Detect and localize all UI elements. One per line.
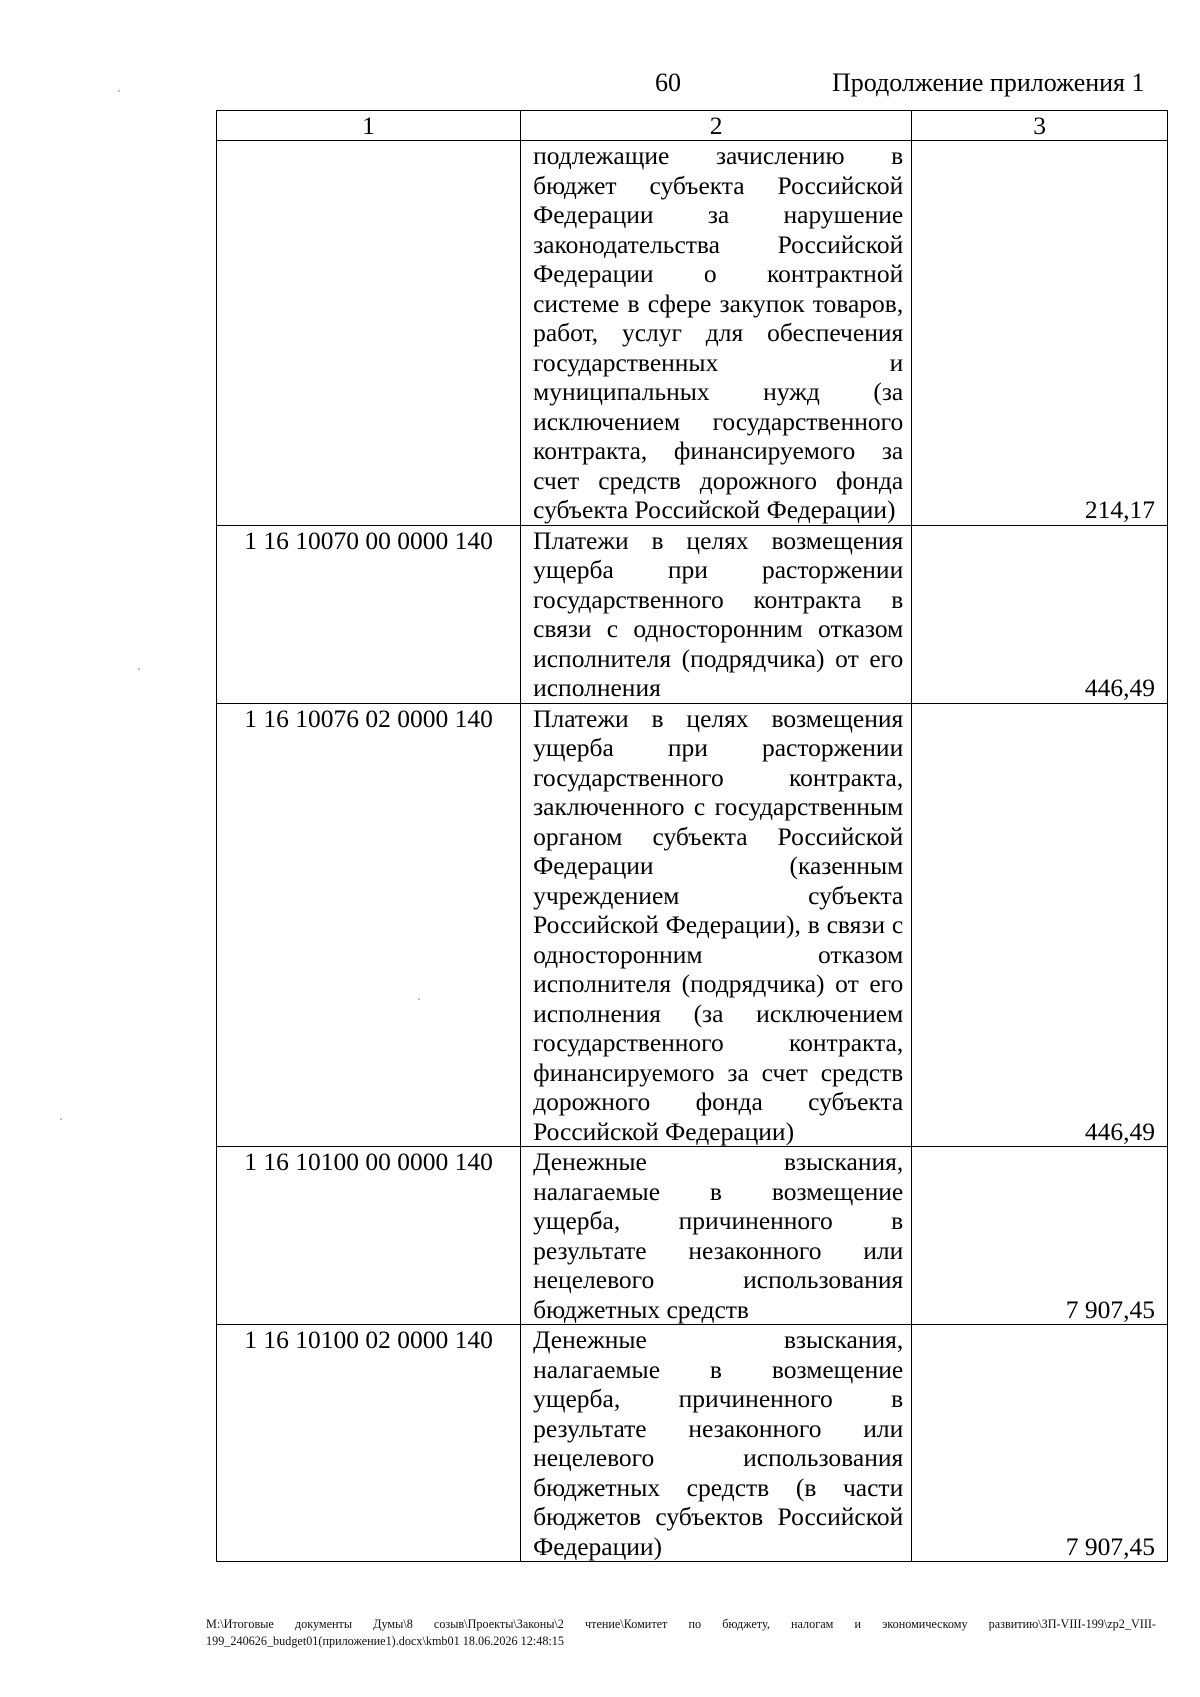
scan-speck — [60, 1118, 62, 1120]
revenue-name-line: исполнения (за исключением — [533, 998, 904, 1028]
revenue-name-line: Платежи в целях возмещения — [533, 703, 904, 733]
scan-speck — [138, 668, 140, 670]
revenue-name-cell — [521, 1147, 912, 1325]
revenue-name-line: нецелевого использования — [533, 1443, 904, 1472]
revenue-name-line: бюджетных средств — [533, 1294, 749, 1324]
revenue-name-line: государственных и — [533, 347, 904, 377]
table-row — [217, 1147, 1168, 1325]
revenue-name-line: дорожного фонда субъекта — [533, 1087, 904, 1116]
revenue-name-line: Федерации) — [533, 1531, 663, 1561]
revenue-name-line: государственного контракта в — [533, 584, 904, 614]
table-row — [217, 1325, 1168, 1562]
revenue-name-cell — [521, 141, 912, 526]
amount-cell: 7 907,45 — [912, 1325, 1168, 1562]
continuation-label: Продолжение приложения 1 — [832, 68, 1145, 97]
revenue-name-line: исполнения — [533, 673, 661, 702]
revenue-name-line: исполнителя (подрядчика) от его — [533, 969, 904, 998]
revenue-name-line: связи с односторонним отказом — [533, 614, 904, 643]
revenue-name-line: контракта, финансируемого за — [533, 436, 904, 465]
revenue-name-line: ущерба, причиненного в — [533, 1206, 904, 1235]
revenue-name-line: муниципальных нужд (за — [533, 377, 904, 406]
revenue-name-line: Денежные взыскания, — [533, 1325, 904, 1354]
budget-code-cell: 1 16 10076 02 0000 140 — [217, 703, 521, 1147]
revenue-name-line: бюджетных средств (в части — [533, 1472, 904, 1502]
revenue-name-line: налагаемые в возмещение — [533, 1176, 904, 1206]
budget-code-cell: 1 16 10070 00 0000 140 — [217, 525, 521, 703]
revenue-name-line: учреждением субъекта — [533, 880, 904, 910]
column-header-2: 2 — [521, 111, 912, 141]
table-row — [217, 141, 1168, 526]
amount-cell: 7 907,45 — [912, 1147, 1168, 1325]
revenue-name-line: односторонним отказом — [533, 939, 904, 969]
revenue-name-cell — [521, 1325, 912, 1562]
revenue-name-line: Платежи в целях возмещения — [533, 525, 904, 555]
file-path-footer: M:\Итоговые документы Думы\8 созыв\Проекты\Законы\2 чтение\Комитет по бюджету, налогам и экономическому развитию\ЗП-VIII-199\zp2_VIII-199_240626_budget01(приложение1).docx\kmb01 18.06.2026 12:48:15 — [206, 1617, 1156, 1648]
revenue-name-line: Федерации (казенным — [533, 851, 904, 880]
amount-cell: 446,49 — [912, 525, 1168, 703]
revenue-name-line: системе в сфере закупок товаров, — [533, 288, 904, 318]
revenue-name-line: исключением государственного — [533, 406, 904, 436]
scan-speck — [118, 90, 120, 92]
revenue-name-line: финансируемого за счет средств — [533, 1057, 904, 1087]
revenue-name-line: ущерба при расторжении — [533, 555, 904, 584]
revenue-name-line: органом субъекта Российской — [533, 821, 904, 851]
revenue-name-line: Денежные взыскания, — [533, 1147, 904, 1176]
page-number: 60 — [655, 68, 681, 97]
revenue-name-line: государственного контракта, — [533, 762, 904, 792]
column-header-1: 1 — [217, 111, 521, 141]
revenue-name-line: Российской Федерации) — [533, 1116, 795, 1146]
table-row — [217, 703, 1168, 1147]
revenue-name-line: бюджет субъекта Российской — [533, 170, 904, 200]
revenue-name-line: исполнителя (подрядчика) от его — [533, 643, 904, 673]
budget-code-cell: 1 16 10100 02 0000 140 — [217, 1325, 521, 1562]
revenue-name-cell — [521, 703, 912, 1147]
revenue-name-line: подлежащие зачислению в — [533, 141, 904, 170]
column-header-3: 3 — [912, 111, 1168, 141]
revenue-name-line: ущерба при расторжении — [533, 733, 904, 762]
revenue-name-line: счет средств дорожного фонда — [533, 465, 904, 495]
revenue-name-line: субъекта Российской Федерации) — [533, 495, 896, 524]
revenue-name-line: ущерба, причиненного в — [533, 1384, 904, 1413]
budget-code-cell — [217, 141, 521, 526]
revenue-name-line: налагаемые в возмещение — [533, 1354, 904, 1384]
revenue-name-cell — [521, 525, 912, 703]
scan-speck — [418, 998, 420, 1000]
revenue-table — [216, 110, 1168, 1562]
revenue-name-line: Федерации за нарушение — [533, 200, 904, 229]
revenue-name-line: результате незаконного или — [533, 1413, 904, 1443]
revenue-name-line: бюджетов субъектов Российской — [533, 1502, 904, 1531]
revenue-name-line: законодательства Российской — [533, 229, 904, 259]
revenue-name-line: результате незаконного или — [533, 1235, 904, 1265]
revenue-name-line: государственного контракта, — [533, 1028, 904, 1057]
revenue-name-line: Федерации о контрактной — [533, 259, 904, 288]
table-header-row — [217, 111, 1168, 141]
table-body — [217, 141, 1168, 1562]
amount-cell: 214,17 — [912, 141, 1168, 526]
budget-code-cell: 1 16 10100 00 0000 140 — [217, 1147, 521, 1325]
amount-cell: 446,49 — [912, 703, 1168, 1147]
revenue-name-line: заключенного с государственным — [533, 792, 904, 821]
revenue-name-line: Российской Федерации), в связи с — [533, 910, 904, 939]
revenue-name-line: нецелевого использования — [533, 1265, 904, 1294]
revenue-name-line: работ, услуг для обеспечения — [533, 318, 904, 347]
table-row — [217, 525, 1168, 703]
